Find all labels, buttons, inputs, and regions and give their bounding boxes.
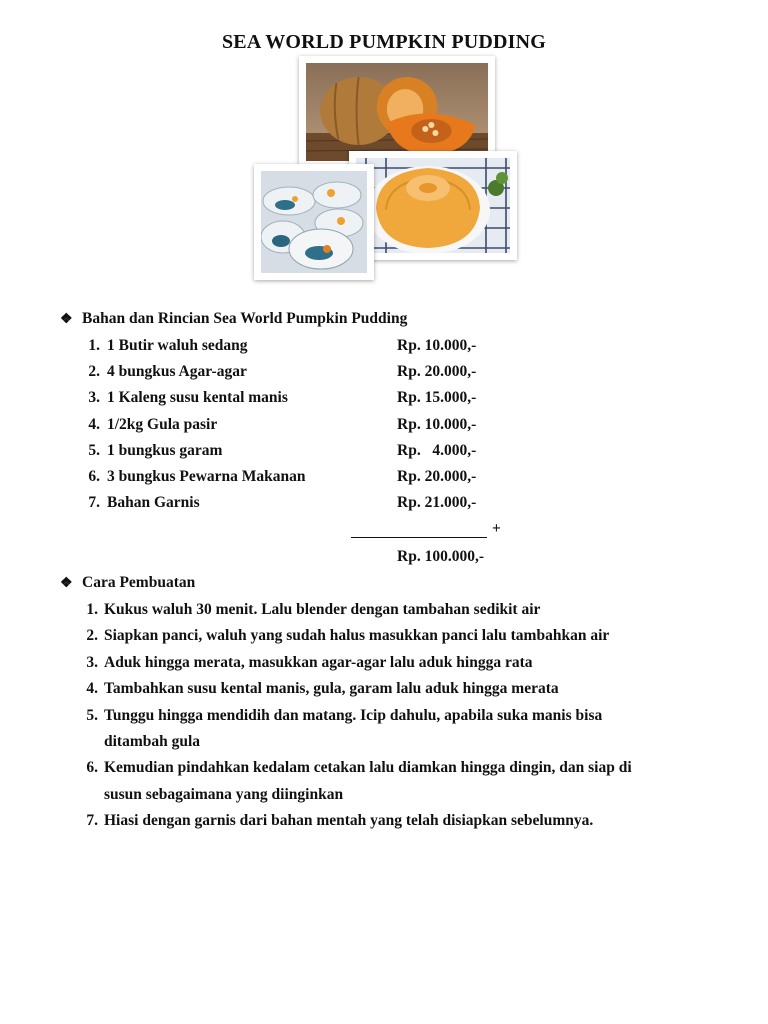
ingredient-price: Rp. 15.000,- [397,389,477,406]
step-number: 3. [86,654,98,671]
ingredient-price: Rp. 21.000,- [397,494,477,511]
ingredient-number: 4. [88,416,100,433]
sum-sign: + [492,520,501,537]
ingredient-name: 4 bungkus Agar-agar [107,363,247,380]
ingredients-heading-text: Bahan dan Rincian Sea World Pumpkin Pudding [82,310,408,327]
ingredient-number: 1. [88,337,100,354]
diamond-bullet-icon: ❖ [60,576,73,591]
ingredient-name: 3 bungkus Pewarna Makanan [107,468,306,485]
step-text: ditambah gula [104,733,201,750]
ingredient-name: 1 bungkus garam [107,442,223,459]
step-text: Hiasi dengan garnis dari bahan mentah yang telah disiapkan sebelumnya. [104,812,594,829]
step-number: 2. [86,627,98,644]
sum-line [351,537,487,538]
step-number: 1. [86,601,98,618]
pumpkin-pudding-mold-photo [349,151,517,260]
step-text: Kukus waluh 30 menit. Lalu blender dengan tambahan sedikit air [104,601,541,618]
step-text: Aduk hingga merata, masukkan agar-agar lalu aduk hingga rata [104,654,533,671]
ingredient-name: 1 Butir waluh sedang [107,337,248,354]
document-title: SEA WORLD PUMPKIN PUDDING [221,31,547,53]
method-heading [60,574,195,592]
step-text: Tambahkan susu kental manis, gula, garam lalu aduk hingga merata [104,680,559,697]
step-number: 5. [86,707,98,724]
total-price: Rp. 100.000,- [397,548,484,565]
step-number: 6. [86,759,98,776]
ingredient-price: Rp. 20.000,- [397,468,477,485]
step-text: Siapkan panci, waluh yang sudah halus masukkan panci lalu tambahkan air [104,627,610,644]
sea-world-pudding-cups-photo [254,164,374,280]
diamond-bullet-icon: ❖ [60,312,73,327]
ingredient-number: 2. [88,363,100,380]
step-text: Kemudian pindahkan kedalam cetakan lalu diamkan hingga dingin, dan siap di [104,759,632,776]
method-heading-text: Cara Pembuatan [82,574,196,591]
step-text: Tunggu hingga mendidih dan matang. Icip dahulu, apabila suka manis bisa [104,707,603,724]
step-number: 7. [86,812,98,829]
ingredient-price: Rp. 10.000,- [397,337,477,354]
step-text: susun sebagaimana yang diinginkan [104,786,344,803]
step-number: 4. [86,680,98,697]
ingredient-number: 5. [88,442,100,459]
ingredient-number: 7. [88,494,100,511]
ingredient-price: Rp. 10.000,- [397,416,477,433]
ingredient-number: 3. [88,389,100,406]
ingredient-price: Rp. 20.000,- [397,363,477,380]
ingredients-heading [60,310,407,328]
ingredient-name: 1/2kg Gula pasir [107,416,218,433]
ingredient-name: Bahan Garnis [107,494,200,511]
ingredient-number: 6. [88,468,100,485]
ingredient-name: 1 Kaleng susu kental manis [107,389,288,406]
ingredient-price: Rp. 4.000,- [397,442,477,459]
